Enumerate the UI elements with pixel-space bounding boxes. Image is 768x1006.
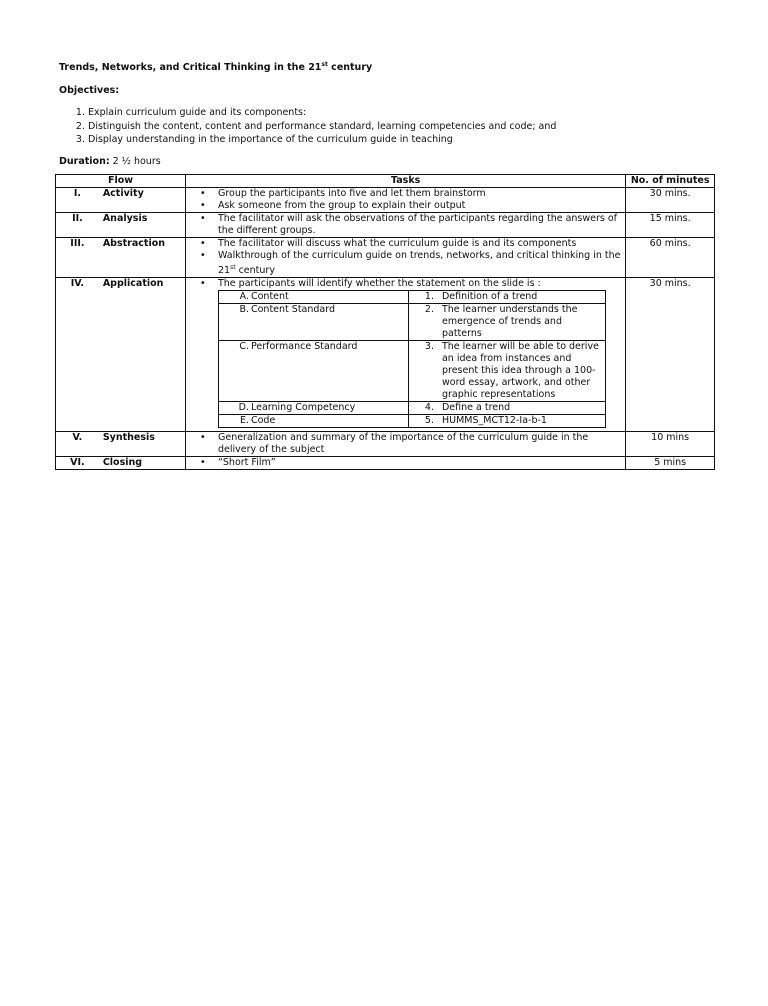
bullet-icon: •: [199, 250, 206, 261]
row-minutes: 30 mins.: [626, 188, 715, 213]
objective-item: 1. Explain curriculum guide and its components:: [88, 106, 719, 120]
matching-row: [218, 341, 605, 402]
task-item: [190, 457, 621, 469]
item-text: HUMMS_MCT12-Ia-b-1: [441, 415, 547, 427]
task-text: Ask someone from the group to explain their output: [217, 200, 466, 211]
matching-left: [218, 341, 408, 402]
item-marker: 4.: [424, 402, 434, 414]
duration-line: [59, 155, 719, 168]
matching-right: [408, 304, 605, 341]
matching-table: [218, 290, 606, 428]
row-number: I.: [56, 188, 99, 213]
item-text: Code: [250, 415, 276, 427]
bullet-icon: •: [199, 188, 206, 199]
table-row: [56, 432, 715, 457]
bullet-icon: •: [199, 457, 206, 469]
objective-item: 3. Display understanding in the importance of the curriculum guide in teaching: [88, 133, 719, 147]
task-text: The facilitator will discuss what the curriculum guide is and its components: [217, 238, 577, 249]
row-number: V.: [56, 432, 99, 457]
table-row: [56, 457, 715, 470]
row-number: IV.: [56, 278, 99, 432]
task-item: [190, 432, 621, 456]
matching-left: [218, 415, 408, 428]
row-flow: Activity: [99, 188, 186, 213]
table-row: [56, 278, 715, 432]
item-text: Learning Competency: [250, 402, 356, 414]
row-number: VI.: [56, 457, 99, 470]
task-text-suffix: century: [235, 265, 275, 277]
row-tasks: [185, 213, 625, 238]
bullet-icon: •: [199, 200, 206, 211]
row-minutes: 5 mins: [626, 457, 715, 470]
row-minutes: 15 mins.: [626, 213, 715, 238]
item-marker: 5.: [424, 415, 434, 427]
bullet-icon: •: [199, 432, 206, 444]
row-tasks: [185, 457, 625, 470]
row-tasks: [185, 432, 625, 457]
title-suffix: century: [327, 62, 373, 74]
task-text: “Short Film”: [217, 457, 276, 469]
duration-label: Duration:: [59, 155, 110, 167]
row-minutes: 10 mins: [626, 432, 715, 457]
matching-row: [218, 291, 605, 304]
task-item: [190, 188, 621, 200]
item-marker: B.: [239, 304, 249, 316]
title-text: Trends, Networks, and Critical Thinking in the 21: [59, 62, 322, 74]
task-item: [190, 278, 621, 290]
matching-left: [218, 304, 408, 341]
header-tasks: Tasks: [185, 175, 625, 188]
matching-row: [218, 402, 605, 415]
matching-row: [218, 415, 605, 428]
bullet-icon: •: [199, 278, 206, 290]
row-tasks: [185, 238, 625, 278]
duration-value: 2 ½ hours: [112, 155, 161, 167]
row-minutes: 30 mins.: [626, 278, 715, 432]
bullet-icon: •: [199, 213, 206, 224]
task-text: Generalization and summary of the importance of the curriculum guide in the delivery of the subject: [217, 432, 589, 456]
title-superscript: st: [321, 61, 328, 68]
row-number: III.: [56, 238, 99, 278]
table-row: [56, 213, 715, 238]
item-text: Content Standard: [250, 304, 336, 316]
objective-item: 2. Distinguish the content, content and performance standard, learning competencies and code; and: [88, 120, 719, 134]
row-tasks: [185, 188, 625, 213]
task-item: [190, 200, 621, 212]
item-marker: 3.: [424, 341, 434, 353]
item-marker: D.: [238, 402, 249, 414]
objectives-list: [59, 106, 719, 147]
matching-left: [218, 402, 408, 415]
item-text: Define a trend: [441, 402, 511, 414]
matching-right: [408, 291, 605, 304]
matching-left: [218, 291, 408, 304]
row-number: II.: [56, 213, 99, 238]
item-text: The learner will be able to derive an idea from instances and present this idea through a 100-word essay, artwork, and other graphic representations: [441, 341, 599, 401]
row-flow: Abstraction: [99, 238, 186, 278]
row-flow: Synthesis: [99, 432, 186, 457]
row-flow: Analysis: [99, 213, 186, 238]
matching-row: [218, 304, 605, 341]
document-page: [59, 58, 719, 168]
bullet-icon: •: [199, 238, 206, 249]
lesson-flow-table: [55, 174, 715, 470]
item-text: Performance Standard: [250, 341, 358, 353]
matching-right: [408, 341, 605, 402]
row-flow: Closing: [99, 457, 186, 470]
header-minutes: No. of minutes: [626, 175, 715, 188]
item-marker: E.: [239, 415, 249, 427]
task-superscript: st: [230, 264, 236, 271]
task-text: The facilitator will ask the observations of the participants regarding the answers of the different groups.: [217, 213, 618, 236]
item-marker: A.: [239, 291, 249, 303]
objectives-label: Objectives:: [59, 85, 120, 97]
task-text: The participants will identify whether the statement on the slide is :: [217, 278, 541, 290]
table-header-row: [56, 175, 715, 188]
document-title: [59, 58, 719, 74]
task-item: [190, 238, 621, 250]
table-row: [56, 238, 715, 278]
row-tasks: [185, 278, 625, 432]
task-text: Walkthrough of the curriculum guide on trends, networks, and critical thinking in the 21: [217, 250, 621, 277]
task-item: [190, 250, 621, 277]
item-marker: C.: [239, 341, 249, 353]
item-text: The learner understands the emergence of trends and patterns: [441, 304, 578, 340]
matching-right: [408, 402, 605, 415]
item-text: Content: [250, 291, 289, 303]
task-text: Group the participants into five and let them brainstorm: [217, 188, 486, 199]
table-row: [56, 188, 715, 213]
task-item: [190, 213, 621, 237]
item-marker: 1.: [424, 291, 434, 303]
row-minutes: 60 mins.: [626, 238, 715, 278]
item-marker: 2.: [424, 304, 434, 316]
item-text: Definition of a trend: [441, 291, 538, 303]
row-flow: Application: [99, 278, 186, 432]
matching-right: [408, 415, 605, 428]
header-flow: Flow: [56, 175, 186, 188]
